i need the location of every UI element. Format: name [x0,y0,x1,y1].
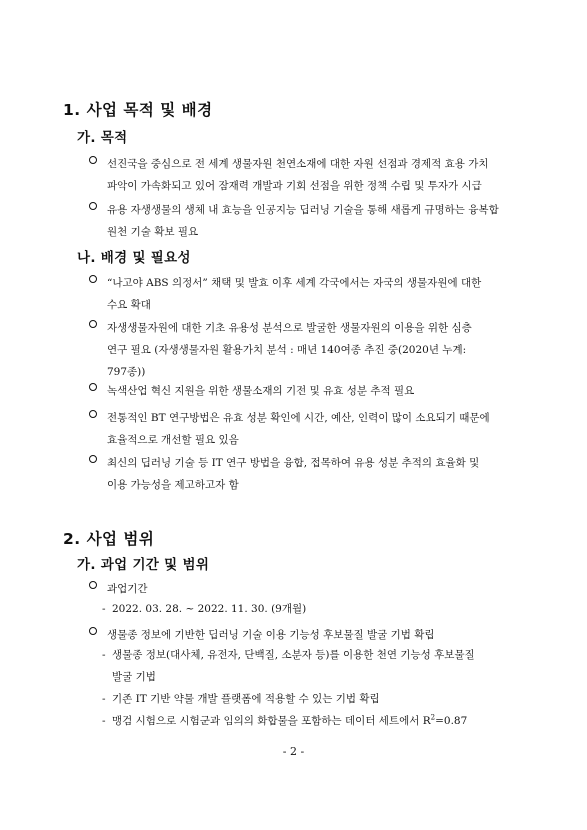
circle-bullet-icon [89,383,97,391]
section-1a-title: 가. 목적 [77,130,128,146]
page-number: - 2 - [282,745,305,758]
last-item-suffix: =0.87 [435,715,468,727]
dash-line: 기존 IT 기반 약물 개발 플랫폼에 적용할 수 있는 기법 확립 [112,693,380,705]
bullet-line: 최신의 딥러닝 기술 등 IT 연구 방법을 융합, 접목하여 유용 성분 추적의 효율화 및 [107,457,480,469]
circle-bullet-icon [89,581,97,589]
bullet-item [89,624,519,646]
bullet-item [89,452,519,496]
bullet-line: 자생생물자원에 대한 기초 유용성 분석으로 발굴한 생물자원의 이용을 위한 심층 [107,322,472,334]
circle-bullet-icon [89,627,97,635]
bullet-item [89,153,519,197]
dash-mark: - [102,693,106,705]
bullet-line: 수요 확대 [107,299,151,311]
bullet-item [89,380,519,402]
section-2a-title: 가. 과업 기간 및 범위 [77,557,210,573]
bullet-line: 전통적인 BT 연구방법은 유효 성분 확인에 시간, 예산, 인력이 많이 소요되기 때문에 [107,412,490,424]
bullet-line: 녹색산업 혁신 지원을 위한 생물소재의 기전 및 유효 성분 추적 필요 [107,385,415,397]
bullet-item [89,199,519,243]
dash-line-last [112,710,522,732]
period-label: 과업기간 [107,583,148,595]
dash-item [102,688,522,710]
bullet-line: 연구 필요 (자생생물자원 활용가치 분석 : 매년 140여종 추진 중(2020년 누계: [107,344,467,356]
bullet-item [89,407,519,451]
circle-bullet-icon [89,410,97,418]
circle-bullet-icon [89,455,97,463]
scope-label: 생물종 정보에 기반한 딥러닝 기술 이용 기능성 후보물질 발굴 기법 확립 [107,629,435,641]
bullet-line: 797종)) [107,366,146,378]
circle-bullet-icon [89,320,97,328]
dash-item [102,644,522,688]
section-1b-title: 나. 배경 및 필요성 [77,250,191,266]
dash-line: 발굴 기법 [112,671,156,683]
dash-item [102,598,522,620]
bullet-item [89,272,519,316]
circle-bullet-icon [89,156,97,164]
bullet-line: 원천 기술 확보 필요 [107,226,199,238]
period-value: 2022. 03. 28. ~ 2022. 11. 30. (9개월) [112,603,307,615]
bullet-item [89,317,519,383]
section-1-title: 1. 사업 목적 및 배경 [63,101,213,119]
bullet-line: 유용 자생생물의 생체 내 효능을 인공지능 딥러닝 기술을 통해 새롭게 규명하는 융복합 [107,204,499,216]
dash-item [102,710,522,732]
bullet-line: 파악이 가속화되고 있어 잠재력 개발과 기회 선점을 위한 정책 수립 및 투자가 시급 [107,180,482,192]
bullet-item [89,578,519,600]
r-squared-superscript: 2 [430,713,436,722]
dash-mark: - [102,715,106,727]
bullet-line: 효율적으로 개선할 필요 있음 [107,434,239,446]
circle-bullet-icon [89,275,97,283]
circle-bullet-icon [89,202,97,210]
bullet-line: 선진국을 중심으로 전 세계 생물자원 천연소재에 대한 자원 선점과 경제적 효용 가치 [107,158,489,170]
bullet-line: “나고야 ABS 의정서” 채택 및 발효 이후 세계 각국에서는 자국의 생물자원에 대한 [107,277,482,289]
section-2-title: 2. 사업 범위 [63,530,155,548]
dash-line: 생물종 정보(대사체, 유전자, 단백질, 소분자 등)를 이용한 천연 기능성 후보물질 [112,649,475,661]
dash-mark: - [102,649,106,661]
last-item-prefix: 맹검 시험으로 시험군과 임의의 화합물을 포함하는 데이터 세트에서 R [112,715,431,727]
bullet-line: 이용 가능성을 제고하고자 함 [107,479,239,491]
dash-mark: - [102,603,106,615]
